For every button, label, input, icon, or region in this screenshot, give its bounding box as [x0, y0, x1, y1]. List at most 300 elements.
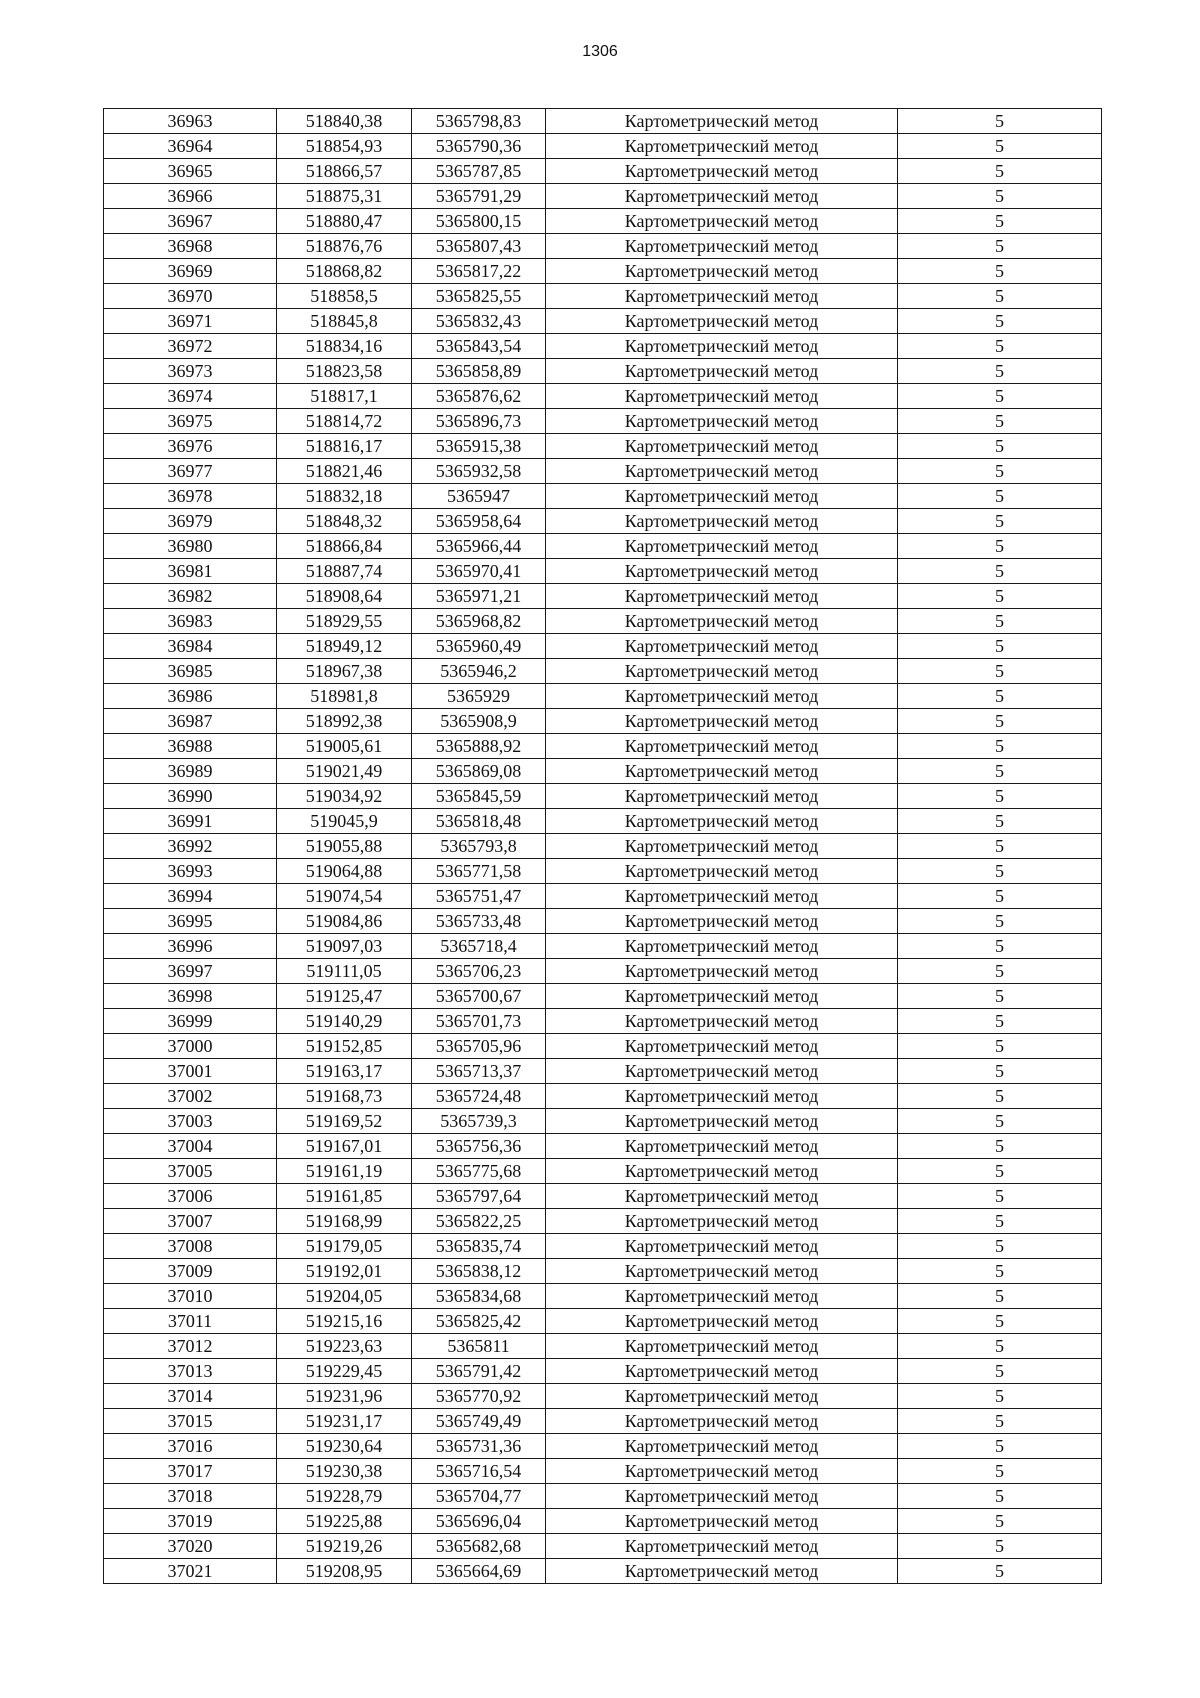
method-cell: Картометрический метод [546, 734, 898, 759]
y-coordinate-cell: 5365791,29 [412, 184, 546, 209]
table-row [104, 1359, 1102, 1384]
x-coordinate-cell: 518876,76 [277, 234, 412, 259]
point-number-cell: 36975 [104, 409, 277, 434]
method-cell: Картометрический метод [546, 1234, 898, 1259]
x-coordinate-cell: 518817,1 [277, 384, 412, 409]
table-row [104, 534, 1102, 559]
x-coordinate-cell: 519161,19 [277, 1159, 412, 1184]
point-number-cell: 37004 [104, 1134, 277, 1159]
point-number-cell: 36990 [104, 784, 277, 809]
accuracy-cell: 5 [898, 1109, 1102, 1134]
y-coordinate-cell: 5365733,48 [412, 909, 546, 934]
table-row [104, 384, 1102, 409]
x-coordinate-cell: 518949,12 [277, 634, 412, 659]
x-coordinate-cell: 518866,57 [277, 159, 412, 184]
method-cell: Картометрический метод [546, 134, 898, 159]
accuracy-cell: 5 [898, 684, 1102, 709]
method-cell: Картометрический метод [546, 1209, 898, 1234]
x-coordinate-cell: 519161,85 [277, 1184, 412, 1209]
accuracy-cell: 5 [898, 184, 1102, 209]
x-coordinate-cell: 519230,64 [277, 1434, 412, 1459]
accuracy-cell: 5 [898, 384, 1102, 409]
point-number-cell: 37016 [104, 1434, 277, 1459]
accuracy-cell: 5 [898, 334, 1102, 359]
table-row [104, 459, 1102, 484]
x-coordinate-cell: 519231,96 [277, 1384, 412, 1409]
method-cell: Картометрический метод [546, 234, 898, 259]
method-cell: Картометрический метод [546, 784, 898, 809]
table-row [104, 1534, 1102, 1559]
y-coordinate-cell: 5365790,36 [412, 134, 546, 159]
point-number-cell: 36966 [104, 184, 277, 209]
x-coordinate-cell: 519168,73 [277, 1084, 412, 1109]
point-number-cell: 36979 [104, 509, 277, 534]
y-coordinate-cell: 5365718,4 [412, 934, 546, 959]
accuracy-cell: 5 [898, 309, 1102, 334]
y-coordinate-cell: 5365960,49 [412, 634, 546, 659]
table-row [104, 1259, 1102, 1284]
method-cell: Картометрический метод [546, 859, 898, 884]
x-coordinate-cell: 518834,16 [277, 334, 412, 359]
accuracy-cell: 5 [898, 734, 1102, 759]
table-row [104, 284, 1102, 309]
y-coordinate-cell: 5365971,21 [412, 584, 546, 609]
accuracy-cell: 5 [898, 1084, 1102, 1109]
table-row [104, 734, 1102, 759]
accuracy-cell: 5 [898, 809, 1102, 834]
point-number-cell: 36971 [104, 309, 277, 334]
accuracy-cell: 5 [898, 559, 1102, 584]
point-number-cell: 37011 [104, 1309, 277, 1334]
x-coordinate-cell: 519021,49 [277, 759, 412, 784]
point-number-cell: 37012 [104, 1334, 277, 1359]
y-coordinate-cell: 5365946,2 [412, 659, 546, 684]
method-cell: Картометрический метод [546, 184, 898, 209]
table-row [104, 1134, 1102, 1159]
method-cell: Картометрический метод [546, 1459, 898, 1484]
table-row [104, 1334, 1102, 1359]
x-coordinate-cell: 518814,72 [277, 409, 412, 434]
point-number-cell: 36977 [104, 459, 277, 484]
y-coordinate-cell: 5365932,58 [412, 459, 546, 484]
point-number-cell: 37019 [104, 1509, 277, 1534]
table-row [104, 759, 1102, 784]
table-row [104, 834, 1102, 859]
table-row [104, 1284, 1102, 1309]
point-number-cell: 36965 [104, 159, 277, 184]
x-coordinate-cell: 519034,92 [277, 784, 412, 809]
page-number: 1306 [582, 43, 618, 60]
point-number-cell: 36980 [104, 534, 277, 559]
point-number-cell: 36995 [104, 909, 277, 934]
point-number-cell: 37020 [104, 1534, 277, 1559]
method-cell: Картометрический метод [546, 1009, 898, 1034]
accuracy-cell: 5 [898, 1434, 1102, 1459]
accuracy-cell: 5 [898, 909, 1102, 934]
table-row [104, 109, 1102, 134]
x-coordinate-cell: 519111,05 [277, 959, 412, 984]
table-row [104, 559, 1102, 584]
accuracy-cell: 5 [898, 484, 1102, 509]
y-coordinate-cell: 5365807,43 [412, 234, 546, 259]
y-coordinate-cell: 5365838,12 [412, 1259, 546, 1284]
table-row [104, 1234, 1102, 1259]
accuracy-cell: 5 [898, 509, 1102, 534]
table-row [104, 1209, 1102, 1234]
y-coordinate-cell: 5365700,67 [412, 984, 546, 1009]
table-row [104, 959, 1102, 984]
y-coordinate-cell: 5365704,77 [412, 1484, 546, 1509]
table-row [104, 409, 1102, 434]
table-row [104, 1484, 1102, 1509]
point-number-cell: 36999 [104, 1009, 277, 1034]
method-cell: Картометрический метод [546, 509, 898, 534]
method-cell: Картометрический метод [546, 1159, 898, 1184]
point-number-cell: 36992 [104, 834, 277, 859]
y-coordinate-cell: 5365970,41 [412, 559, 546, 584]
x-coordinate-cell: 518992,38 [277, 709, 412, 734]
coordinates-table-body [104, 109, 1102, 1584]
table-row [104, 159, 1102, 184]
x-coordinate-cell: 519225,88 [277, 1509, 412, 1534]
y-coordinate-cell: 5365787,85 [412, 159, 546, 184]
y-coordinate-cell: 5365825,55 [412, 284, 546, 309]
x-coordinate-cell: 519228,79 [277, 1484, 412, 1509]
method-cell: Картометрический метод [546, 1109, 898, 1134]
y-coordinate-cell: 5365664,69 [412, 1559, 546, 1584]
y-coordinate-cell: 5365968,82 [412, 609, 546, 634]
accuracy-cell: 5 [898, 159, 1102, 184]
x-coordinate-cell: 519167,01 [277, 1134, 412, 1159]
accuracy-cell: 5 [898, 1009, 1102, 1034]
point-number-cell: 36973 [104, 359, 277, 384]
x-coordinate-cell: 519097,03 [277, 934, 412, 959]
method-cell: Картометрический метод [546, 1559, 898, 1584]
y-coordinate-cell: 5365896,73 [412, 409, 546, 434]
point-number-cell: 36987 [104, 709, 277, 734]
y-coordinate-cell: 5365843,54 [412, 334, 546, 359]
y-coordinate-cell: 5365705,96 [412, 1034, 546, 1059]
table-row [104, 1059, 1102, 1084]
table-row [104, 1384, 1102, 1409]
y-coordinate-cell: 5365770,92 [412, 1384, 546, 1409]
y-coordinate-cell: 5365958,64 [412, 509, 546, 534]
method-cell: Картометрический метод [546, 1259, 898, 1284]
table-row [104, 859, 1102, 884]
point-number-cell: 36988 [104, 734, 277, 759]
method-cell: Картометрический метод [546, 109, 898, 134]
accuracy-cell: 5 [898, 359, 1102, 384]
method-cell: Картометрический метод [546, 1284, 898, 1309]
y-coordinate-cell: 5365713,37 [412, 1059, 546, 1084]
table-row [104, 259, 1102, 284]
accuracy-cell: 5 [898, 234, 1102, 259]
table-row [104, 659, 1102, 684]
x-coordinate-cell: 519179,05 [277, 1234, 412, 1259]
y-coordinate-cell: 5365817,22 [412, 259, 546, 284]
table-row [104, 209, 1102, 234]
method-cell: Картометрический метод [546, 1409, 898, 1434]
accuracy-cell: 5 [898, 1359, 1102, 1384]
y-coordinate-cell: 5365791,42 [412, 1359, 546, 1384]
point-number-cell: 36994 [104, 884, 277, 909]
x-coordinate-cell: 519229,45 [277, 1359, 412, 1384]
y-coordinate-cell: 5365966,44 [412, 534, 546, 559]
point-number-cell: 36986 [104, 684, 277, 709]
table-row [104, 1084, 1102, 1109]
accuracy-cell: 5 [898, 659, 1102, 684]
y-coordinate-cell: 5365832,43 [412, 309, 546, 334]
method-cell: Картометрический метод [546, 1484, 898, 1509]
y-coordinate-cell: 5365811 [412, 1334, 546, 1359]
method-cell: Картометрический метод [546, 659, 898, 684]
method-cell: Картометрический метод [546, 484, 898, 509]
point-number-cell: 37001 [104, 1059, 277, 1084]
y-coordinate-cell: 5365682,68 [412, 1534, 546, 1559]
point-number-cell: 37015 [104, 1409, 277, 1434]
method-cell: Картометрический метод [546, 809, 898, 834]
accuracy-cell: 5 [898, 1459, 1102, 1484]
table-row [104, 234, 1102, 259]
accuracy-cell: 5 [898, 934, 1102, 959]
x-coordinate-cell: 519231,17 [277, 1409, 412, 1434]
method-cell: Картометрический метод [546, 1509, 898, 1534]
x-coordinate-cell: 519192,01 [277, 1259, 412, 1284]
accuracy-cell: 5 [898, 959, 1102, 984]
point-number-cell: 37002 [104, 1084, 277, 1109]
point-number-cell: 37009 [104, 1259, 277, 1284]
accuracy-cell: 5 [898, 109, 1102, 134]
x-coordinate-cell: 518840,38 [277, 109, 412, 134]
point-number-cell: 37013 [104, 1359, 277, 1384]
accuracy-cell: 5 [898, 1559, 1102, 1584]
y-coordinate-cell: 5365771,58 [412, 859, 546, 884]
accuracy-cell: 5 [898, 1534, 1102, 1559]
point-number-cell: 36998 [104, 984, 277, 1009]
table-row [104, 634, 1102, 659]
accuracy-cell: 5 [898, 709, 1102, 734]
method-cell: Картометрический метод [546, 1309, 898, 1334]
table-row [104, 909, 1102, 934]
accuracy-cell: 5 [898, 1259, 1102, 1284]
table-row [104, 309, 1102, 334]
method-cell: Картометрический метод [546, 934, 898, 959]
point-number-cell: 36985 [104, 659, 277, 684]
x-coordinate-cell: 519219,26 [277, 1534, 412, 1559]
accuracy-cell: 5 [898, 984, 1102, 1009]
point-number-cell: 37018 [104, 1484, 277, 1509]
y-coordinate-cell: 5365869,08 [412, 759, 546, 784]
point-number-cell: 36972 [104, 334, 277, 359]
x-coordinate-cell: 519152,85 [277, 1034, 412, 1059]
x-coordinate-cell: 518823,58 [277, 359, 412, 384]
accuracy-cell: 5 [898, 634, 1102, 659]
method-cell: Картометрический метод [546, 1134, 898, 1159]
method-cell: Картометрический метод [546, 609, 898, 634]
table-row [104, 334, 1102, 359]
point-number-cell: 37014 [104, 1384, 277, 1409]
point-number-cell: 36976 [104, 434, 277, 459]
method-cell: Картометрический метод [546, 834, 898, 859]
accuracy-cell: 5 [898, 1059, 1102, 1084]
y-coordinate-cell: 5365756,36 [412, 1134, 546, 1159]
accuracy-cell: 5 [898, 284, 1102, 309]
table-row [104, 1459, 1102, 1484]
accuracy-cell: 5 [898, 1334, 1102, 1359]
point-number-cell: 36991 [104, 809, 277, 834]
method-cell: Картометрический метод [546, 359, 898, 384]
accuracy-cell: 5 [898, 584, 1102, 609]
method-cell: Картометрический метод [546, 434, 898, 459]
accuracy-cell: 5 [898, 859, 1102, 884]
accuracy-cell: 5 [898, 434, 1102, 459]
table-row [104, 184, 1102, 209]
table-row [104, 1109, 1102, 1134]
accuracy-cell: 5 [898, 609, 1102, 634]
x-coordinate-cell: 518868,82 [277, 259, 412, 284]
y-coordinate-cell: 5365793,8 [412, 834, 546, 859]
point-number-cell: 36967 [104, 209, 277, 234]
accuracy-cell: 5 [898, 534, 1102, 559]
x-coordinate-cell: 519125,47 [277, 984, 412, 1009]
point-number-cell: 37006 [104, 1184, 277, 1209]
method-cell: Картометрический метод [546, 959, 898, 984]
x-coordinate-cell: 518967,38 [277, 659, 412, 684]
method-cell: Картометрический метод [546, 1384, 898, 1409]
x-coordinate-cell: 518832,18 [277, 484, 412, 509]
accuracy-cell: 5 [898, 259, 1102, 284]
y-coordinate-cell: 5365825,42 [412, 1309, 546, 1334]
y-coordinate-cell: 5365724,48 [412, 1084, 546, 1109]
point-number-cell: 37005 [104, 1159, 277, 1184]
y-coordinate-cell: 5365798,83 [412, 109, 546, 134]
accuracy-cell: 5 [898, 1134, 1102, 1159]
method-cell: Картометрический метод [546, 1084, 898, 1109]
x-coordinate-cell: 518848,32 [277, 509, 412, 534]
point-number-cell: 37017 [104, 1459, 277, 1484]
point-number-cell: 36981 [104, 559, 277, 584]
table-row [104, 1009, 1102, 1034]
accuracy-cell: 5 [898, 1484, 1102, 1509]
y-coordinate-cell: 5365731,36 [412, 1434, 546, 1459]
x-coordinate-cell: 519169,52 [277, 1109, 412, 1134]
method-cell: Картометрический метод [546, 159, 898, 184]
x-coordinate-cell: 519223,63 [277, 1334, 412, 1359]
method-cell: Картометрический метод [546, 909, 898, 934]
x-coordinate-cell: 518908,64 [277, 584, 412, 609]
point-number-cell: 36970 [104, 284, 277, 309]
method-cell: Картометрический метод [546, 284, 898, 309]
x-coordinate-cell: 519163,17 [277, 1059, 412, 1084]
table-row [104, 1559, 1102, 1584]
accuracy-cell: 5 [898, 1234, 1102, 1259]
accuracy-cell: 5 [898, 1159, 1102, 1184]
x-coordinate-cell: 519064,88 [277, 859, 412, 884]
y-coordinate-cell: 5365706,23 [412, 959, 546, 984]
x-coordinate-cell: 519045,9 [277, 809, 412, 834]
accuracy-cell: 5 [898, 1409, 1102, 1434]
table-row [104, 609, 1102, 634]
point-number-cell: 36968 [104, 234, 277, 259]
table-row [104, 984, 1102, 1009]
table-row [104, 134, 1102, 159]
y-coordinate-cell: 5365797,64 [412, 1184, 546, 1209]
y-coordinate-cell: 5365822,25 [412, 1209, 546, 1234]
table-row [104, 934, 1102, 959]
y-coordinate-cell: 5365876,62 [412, 384, 546, 409]
method-cell: Картометрический метод [546, 1334, 898, 1359]
x-coordinate-cell: 519074,54 [277, 884, 412, 909]
point-number-cell: 36984 [104, 634, 277, 659]
y-coordinate-cell: 5365929 [412, 684, 546, 709]
x-coordinate-cell: 519084,86 [277, 909, 412, 934]
y-coordinate-cell: 5365696,04 [412, 1509, 546, 1534]
table-row [104, 1034, 1102, 1059]
point-number-cell: 36983 [104, 609, 277, 634]
method-cell: Картометрический метод [546, 559, 898, 584]
accuracy-cell: 5 [898, 1284, 1102, 1309]
y-coordinate-cell: 5365908,9 [412, 709, 546, 734]
table-row [104, 1184, 1102, 1209]
table-row [104, 1309, 1102, 1334]
x-coordinate-cell: 519230,38 [277, 1459, 412, 1484]
point-number-cell: 36996 [104, 934, 277, 959]
point-number-cell: 36978 [104, 484, 277, 509]
point-number-cell: 36964 [104, 134, 277, 159]
accuracy-cell: 5 [898, 1034, 1102, 1059]
point-number-cell: 37007 [104, 1209, 277, 1234]
method-cell: Картометрический метод [546, 584, 898, 609]
x-coordinate-cell: 519208,95 [277, 1559, 412, 1584]
x-coordinate-cell: 518875,31 [277, 184, 412, 209]
method-cell: Картометрический метод [546, 309, 898, 334]
accuracy-cell: 5 [898, 1209, 1102, 1234]
x-coordinate-cell: 518887,74 [277, 559, 412, 584]
point-number-cell: 36969 [104, 259, 277, 284]
table-row [104, 434, 1102, 459]
method-cell: Картометрический метод [546, 1184, 898, 1209]
x-coordinate-cell: 518929,55 [277, 609, 412, 634]
x-coordinate-cell: 519055,88 [277, 834, 412, 859]
accuracy-cell: 5 [898, 884, 1102, 909]
point-number-cell: 36982 [104, 584, 277, 609]
method-cell: Картометрический метод [546, 884, 898, 909]
point-number-cell: 36989 [104, 759, 277, 784]
table-row [104, 809, 1102, 834]
method-cell: Картометрический метод [546, 384, 898, 409]
method-cell: Картометрический метод [546, 534, 898, 559]
method-cell: Картометрический метод [546, 634, 898, 659]
method-cell: Картометрический метод [546, 1434, 898, 1459]
method-cell: Картометрический метод [546, 684, 898, 709]
table-row [104, 509, 1102, 534]
accuracy-cell: 5 [898, 759, 1102, 784]
y-coordinate-cell: 5365818,48 [412, 809, 546, 834]
x-coordinate-cell: 519168,99 [277, 1209, 412, 1234]
x-coordinate-cell: 519005,61 [277, 734, 412, 759]
method-cell: Картометрический метод [546, 1534, 898, 1559]
table-row [104, 709, 1102, 734]
y-coordinate-cell: 5365835,74 [412, 1234, 546, 1259]
method-cell: Картометрический метод [546, 209, 898, 234]
point-number-cell: 36997 [104, 959, 277, 984]
table-row [104, 359, 1102, 384]
y-coordinate-cell: 5365947 [412, 484, 546, 509]
x-coordinate-cell: 518858,5 [277, 284, 412, 309]
table-row [104, 1434, 1102, 1459]
x-coordinate-cell: 519215,16 [277, 1309, 412, 1334]
accuracy-cell: 5 [898, 784, 1102, 809]
